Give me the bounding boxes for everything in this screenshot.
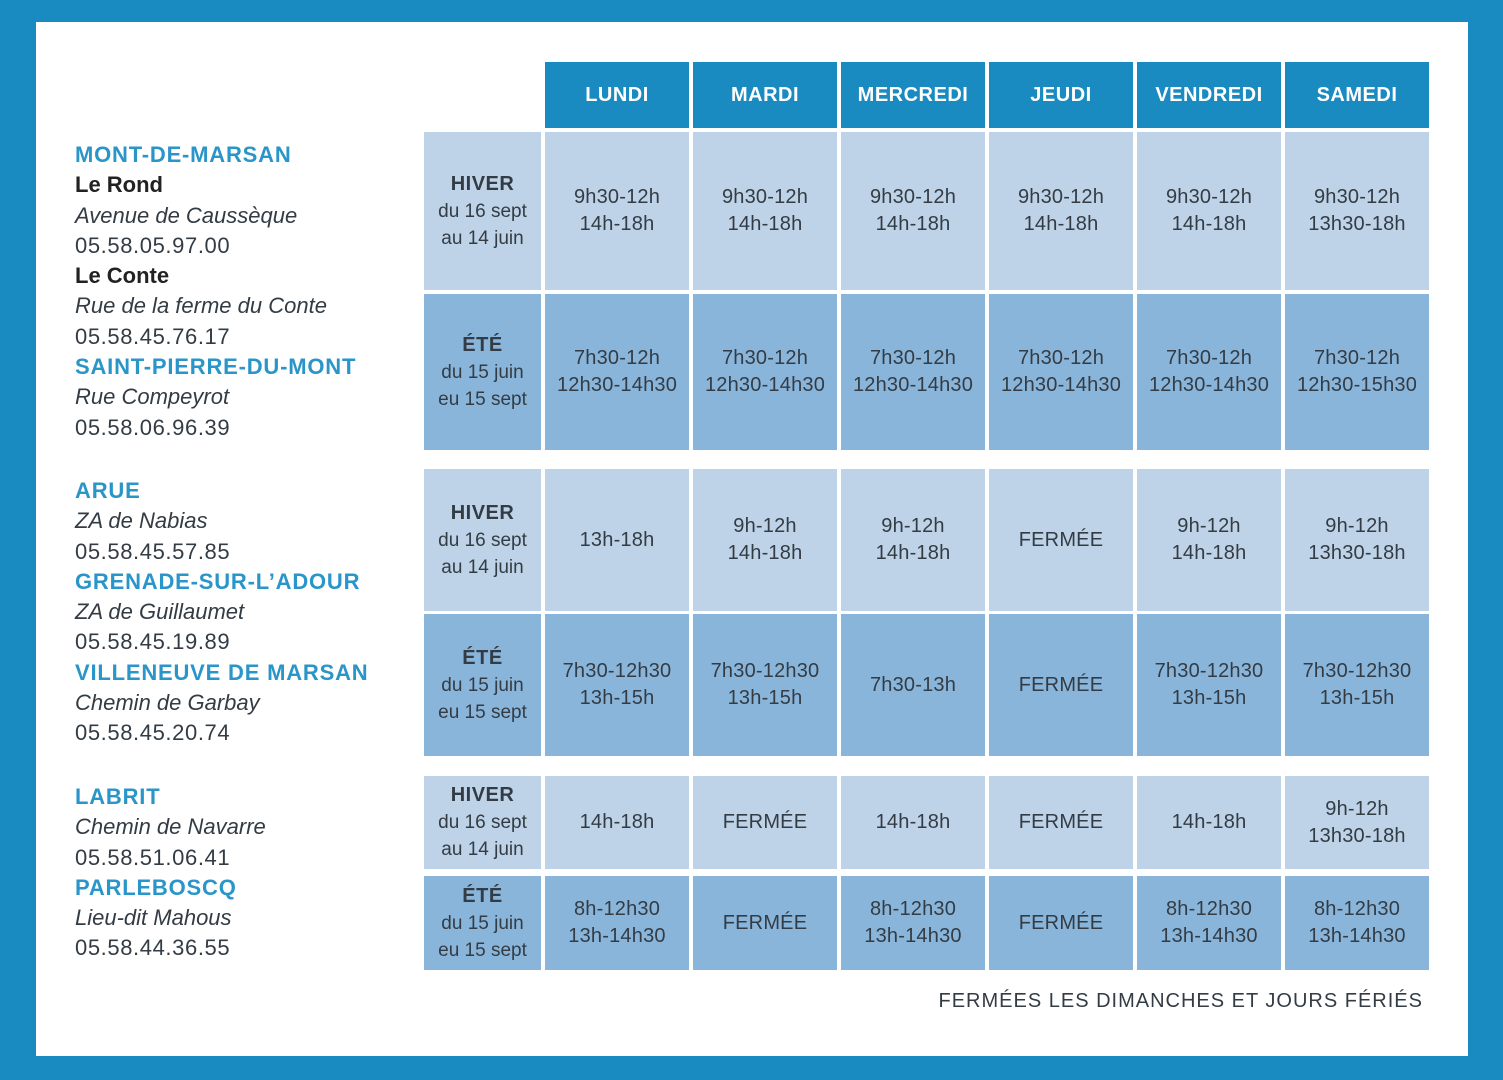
hours-text: 7h30-12h [869,347,957,369]
hours-text: 12h30-15h30 [1296,374,1418,396]
site-tel: 05.58.45.76.17 [75,323,231,349]
hours-cell-mercredi-winter [841,776,985,869]
hours-cell-jeudi-winter [989,469,1133,611]
hours-cell-mardi-winter [693,776,837,869]
site-city: GRENADE-SUR-L’ADOUR [75,568,361,594]
season-end: eu 15 sept [438,939,527,961]
hours-cell-lundi-summer [545,614,689,756]
hours-text: 7h30-12h30 [710,660,820,682]
hours-cell-samedi-winter [1285,776,1429,869]
site-sub: Le Rond [75,172,163,198]
hours-text: 7h30-12h [1313,347,1401,369]
hours-cell-mardi-summer [693,614,837,756]
hours-text: 12h30-14h30 [1148,374,1270,396]
site-city: LABRIT [75,784,161,809]
day-header-samedi: SAMEDI [1285,62,1429,128]
hours-text: FERMÉE [1018,528,1104,551]
hours-text: 14h-18h [1171,213,1247,235]
hours-text: 13h-18h [579,528,655,551]
hours-text: 9h30-12h [1017,186,1105,208]
hours-text: 13h30-18h [1308,542,1406,564]
hours-cell-vendredi-winter [1137,469,1281,611]
site-tel: 05.58.45.57.85 [75,538,231,564]
hours-text: 14h-18h [727,542,803,564]
hours-cell-mardi-summer [693,294,837,450]
hours-cell-lundi-summer [545,876,689,970]
season-end: au 14 juin [441,227,524,249]
hours-cell-samedi-summer [1285,614,1429,756]
hours-text: 9h-12h [881,515,945,537]
season-end: au 14 juin [441,839,524,860]
hours-text: 7h30-13h [869,673,957,696]
hours-text: 12h30-14h30 [852,374,974,396]
season-label-winter [424,469,541,611]
hours-text: 13h-14h30 [1308,925,1406,947]
site-tel: 05.58.44.36.55 [75,935,231,961]
hours-text: 14h-18h [1023,213,1099,235]
hours-text: 12h30-14h30 [556,374,678,396]
hours-text: FERMÉE [1018,811,1104,833]
hours-text: 14h-18h [1171,542,1247,564]
hours-cell-vendredi-summer [1137,614,1281,756]
hours-text: 7h30-12h30 [562,660,672,682]
hours-text: 12h30-14h30 [704,374,826,396]
season-start: du 15 juin [441,361,524,383]
hours-cell-mercredi-summer [841,876,985,970]
hours-cell-jeudi-winter [989,776,1133,869]
season-name: HIVER [450,784,515,806]
site-list [75,476,368,749]
hours-text: 13h-14h30 [864,925,962,947]
hours-cell-mardi-winter [693,469,837,611]
season-end: eu 15 sept [438,388,527,410]
hours-text: 9h30-12h [1313,186,1401,208]
hours-text: 13h30-18h [1308,213,1406,235]
hours-text: 9h30-12h [721,186,809,208]
site-tel: 05.58.51.06.41 [75,844,231,870]
hours-cell-samedi-winter [1285,132,1429,290]
hours-text: 9h-12h [1177,515,1241,537]
hours-text: 9h-12h [1325,797,1389,820]
hours-text: 12h30-14h30 [1000,374,1122,396]
hours-text: 9h-12h [1325,515,1389,537]
hours-text: FERMÉE [1018,673,1104,696]
hours-text: 9h-12h [733,515,797,537]
site-sub: Le Conte [75,263,170,289]
season-start: du 15 juin [441,912,524,934]
site-city: ARUE [75,478,141,503]
hours-text: FERMÉE [1018,911,1104,934]
hours-cell-mardi-winter [693,132,837,290]
season-label-summer [424,294,541,450]
hours-text: 7h30-12h30 [1302,660,1412,682]
site-tel: 05.58.45.20.74 [75,720,231,746]
hours-cell-mercredi-winter [841,132,985,290]
hours-text: 7h30-12h [573,347,661,369]
site-city: VILLENEUVE DE MARSAN [75,659,369,685]
season-label-winter [424,132,541,290]
hours-text: 8h-12h30 [869,898,957,920]
hours-text: 7h30-12h30 [1154,660,1264,682]
hours-text: 8h-12h30 [1313,898,1401,920]
hours-text: 13h-15h [579,687,655,709]
hours-cell-lundi-winter [545,776,689,869]
site-city: SAINT-PIERRE-DU-MONT [75,354,357,380]
hours-cell-mercredi-summer [841,294,985,450]
hours-text: 9h30-12h [573,186,661,208]
hours-cell-vendredi-winter [1137,776,1281,869]
hours-cell-samedi-summer [1285,876,1429,970]
season-name: ÉTÉ [462,884,503,907]
site-city: MONT-DE-MARSAN [75,142,292,167]
site-addr: ZA de Guillaumet [75,599,245,625]
season-label-summer [424,876,541,970]
day-header-vendredi: VENDREDI [1137,62,1281,128]
site-addr: Rue Compeyrot [75,384,230,410]
site-list [75,782,266,964]
season-name: HIVER [450,501,515,524]
hours-text: 13h-15h [1171,687,1247,709]
day-header-lundi: LUNDI [545,62,689,128]
hours-text: 13h-14h30 [1160,925,1258,947]
hours-cell-lundi-winter [545,469,689,611]
hours-cell-samedi-summer [1285,294,1429,450]
hours-text: 14h-18h [727,213,803,235]
hours-text: FERMÉE [722,811,808,833]
hours-cell-jeudi-summer [989,614,1133,756]
hours-cell-vendredi-winter [1137,132,1281,290]
site-tel: 05.58.05.97.00 [75,232,231,258]
site-list [75,140,356,443]
hours-text: 7h30-12h [1017,347,1105,369]
hours-text: 14h-18h [875,811,951,833]
hours-cell-mercredi-summer [841,614,985,756]
day-header-row [545,62,1429,128]
site-addr: Chemin de Garbay [75,690,260,716]
season-name: HIVER [450,172,515,195]
season-start: du 15 juin [441,674,524,696]
hours-cell-jeudi-winter [989,132,1133,290]
hours-text: 9h30-12h [869,186,957,208]
hours-text: 7h30-12h [1165,347,1253,369]
day-header-mardi: MARDI [693,62,837,128]
hours-cell-jeudi-summer [989,876,1133,970]
season-name: ÉTÉ [462,646,503,669]
hours-cell-mardi-summer [693,876,837,970]
hours-text: FERMÉE [722,911,808,934]
hours-cell-lundi-winter [545,132,689,290]
hours-text: 14h-18h [579,213,655,235]
site-addr: Rue de la ferme du Conte [75,293,327,319]
season-label-winter [424,776,541,869]
hours-text: 13h30-18h [1308,824,1406,847]
season-end: au 14 juin [441,556,524,578]
hours-text: 14h-18h [875,542,951,564]
season-name: ÉTÉ [462,333,503,356]
hours-text: 13h-14h30 [568,925,666,947]
hours-text: 8h-12h30 [1165,898,1253,920]
season-start: du 16 sept [438,200,527,222]
hours-text: 14h-18h [1171,811,1247,833]
site-tel: 05.58.45.19.89 [75,629,231,655]
site-addr: Avenue de Caussèque [75,202,298,228]
hours-text: 14h-18h [875,213,951,235]
site-addr: ZA de Nabias [75,508,208,534]
hours-cell-vendredi-summer [1137,294,1281,450]
hours-text: 8h-12h30 [573,898,661,920]
hours-text: 13h-15h [727,687,803,709]
season-label-summer [424,614,541,756]
hours-cell-mercredi-winter [841,469,985,611]
hours-cell-samedi-winter [1285,469,1429,611]
hours-text: 13h-15h [1319,687,1395,709]
footnote: FERMÉES LES DIMANCHES ET JOURS FÉRIÉS [938,990,1423,1012]
day-header-jeudi: JEUDI [989,62,1133,128]
site-tel: 05.58.06.96.39 [75,414,231,440]
hours-cell-jeudi-summer [989,294,1133,450]
season-start: du 16 sept [438,529,527,551]
site-addr: Lieu-dit Mahous [75,905,232,931]
hours-cell-lundi-summer [545,294,689,450]
season-start: du 16 sept [438,812,527,833]
hours-text: 7h30-12h [721,347,809,369]
day-header-mercredi: MERCREDI [841,62,985,128]
site-addr: Chemin de Navarre [75,814,266,840]
season-end: eu 15 sept [438,701,527,723]
hours-text: 9h30-12h [1165,186,1253,208]
site-city: PARLEBOSCQ [75,874,237,900]
hours-text: 14h-18h [579,811,655,833]
hours-cell-vendredi-summer [1137,876,1281,970]
